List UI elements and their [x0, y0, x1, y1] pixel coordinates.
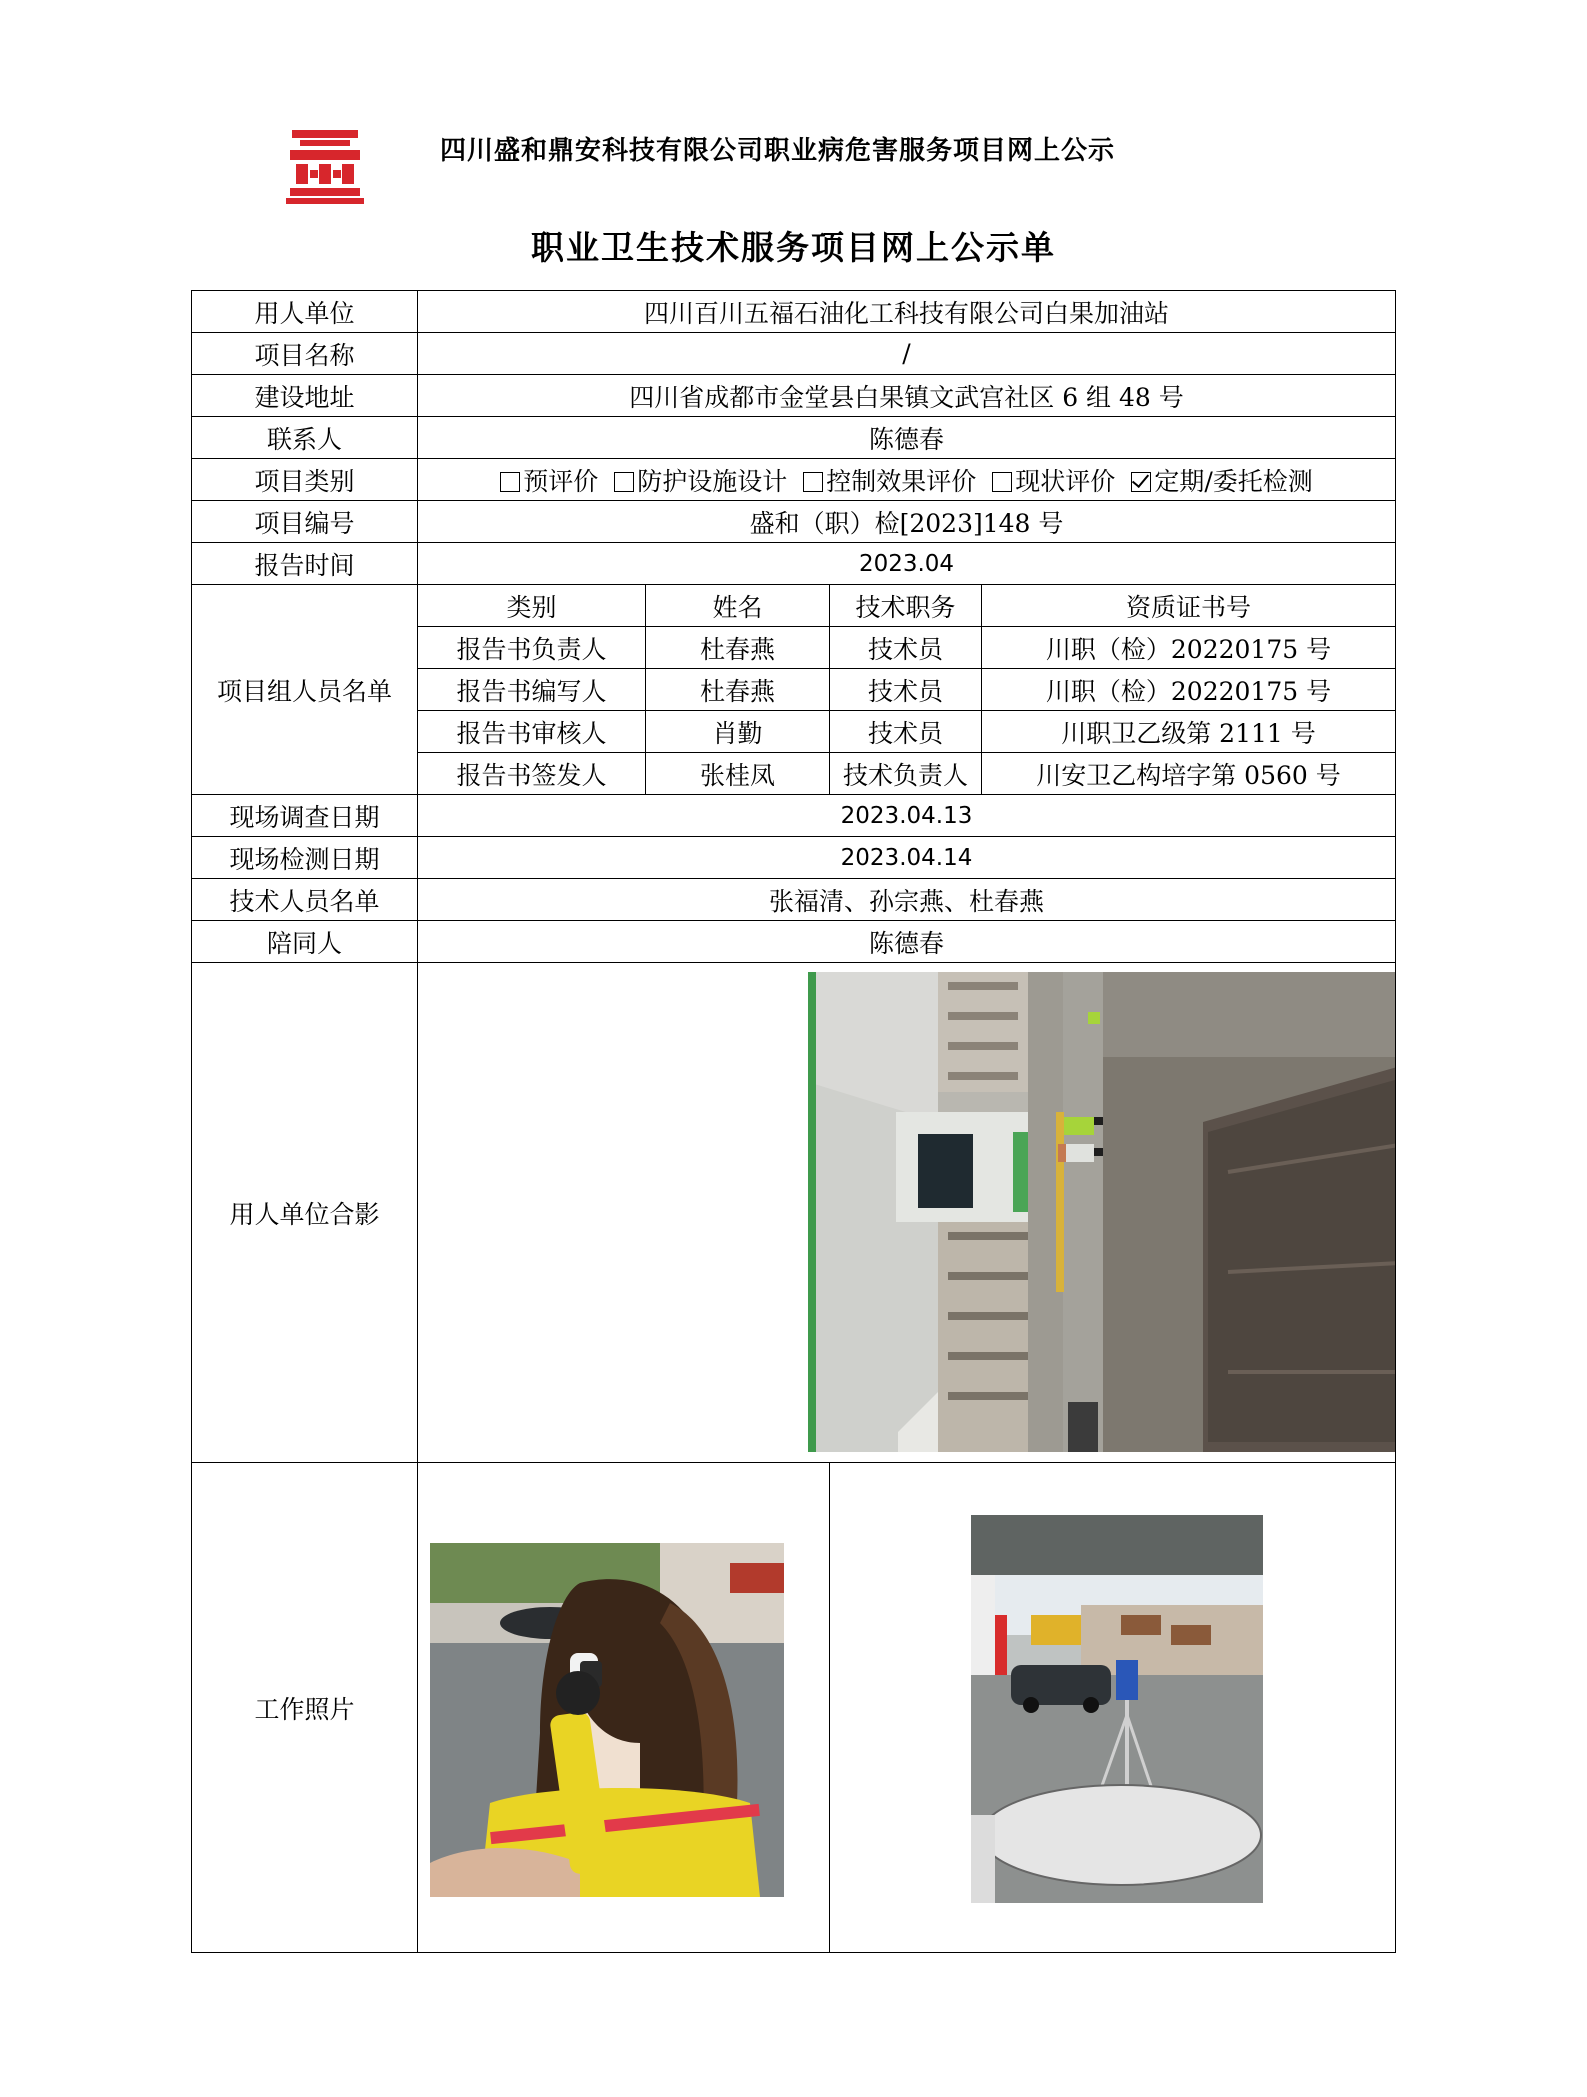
- row-employer: [192, 291, 1396, 333]
- member-cert: 川职（检）20220175 号: [982, 669, 1396, 711]
- value-address: 四川省成都市金堂县白果镇文武宫社区 6 组 48 号: [418, 375, 1396, 417]
- member-name: 杜春燕: [646, 627, 830, 669]
- member-role: 报告书签发人: [418, 753, 646, 795]
- option-protection-design[interactable]: 防护设施设计: [614, 467, 787, 496]
- value-test-date: 2023.04.14: [418, 837, 1396, 879]
- label-survey-date: 现场调查日期: [192, 795, 418, 837]
- row-escort: [192, 921, 1396, 963]
- member-title: 技术员: [830, 711, 982, 753]
- label-project-no: 项目编号: [192, 501, 418, 543]
- option-pre-evaluation[interactable]: 预评价: [500, 467, 598, 496]
- work-photo-cell-left: [418, 1463, 830, 1953]
- row-contact: [192, 417, 1396, 459]
- member-role: 报告书审核人: [418, 711, 646, 753]
- member-name: 杜春燕: [646, 669, 830, 711]
- row-work-photos: [192, 1463, 1396, 1953]
- option-status-evaluation[interactable]: 现状评价: [992, 467, 1115, 496]
- label-technicians: 技术人员名单: [192, 879, 418, 921]
- label-test-date: 现场检测日期: [192, 837, 418, 879]
- member-role: 报告书编写人: [418, 669, 646, 711]
- team-header-row: [192, 585, 1396, 627]
- checkbox-icon: [992, 472, 1012, 492]
- team-header-cert: 资质证书号: [982, 585, 1396, 627]
- work-photo-cell-right: [830, 1463, 1396, 1953]
- value-project-no: 盛和（职）检[2023]148 号: [418, 501, 1396, 543]
- value-employer: 四川百川五福石油化工科技有限公司白果加油站: [418, 291, 1396, 333]
- label-escort: 陪同人: [192, 921, 418, 963]
- label-work-photos: 工作照片: [192, 1463, 418, 1953]
- label-contact: 联系人: [192, 417, 418, 459]
- member-role: 报告书负责人: [418, 627, 646, 669]
- value-escort: 陈德春: [418, 921, 1396, 963]
- label-group-photo: 用人单位合影: [192, 963, 418, 1463]
- member-name: 张桂凤: [646, 753, 830, 795]
- checkbox-icon: [803, 472, 823, 492]
- member-title: 技术员: [830, 669, 982, 711]
- group-photo-cell: [418, 963, 1396, 1463]
- option-periodic-test[interactable]: 定期/委托检测: [1131, 467, 1312, 496]
- notice-table: [191, 290, 1396, 1953]
- category-options: [418, 459, 1396, 501]
- page-title: 职业卫生技术服务项目网上公示单: [531, 228, 1056, 267]
- team-header-title: 技术职务: [830, 585, 982, 627]
- work-photo-tripod: [971, 1515, 1263, 1903]
- company-logo: [286, 126, 364, 206]
- option-control-effect[interactable]: 控制效果评价: [803, 467, 976, 496]
- member-cert: 川职（检）20220175 号: [982, 627, 1396, 669]
- row-survey-date: [192, 795, 1396, 837]
- checkbox-icon: [614, 472, 634, 492]
- value-contact: 陈德春: [418, 417, 1396, 459]
- value-project-name: /: [418, 333, 1396, 375]
- label-report-time: 报告时间: [192, 543, 418, 585]
- team-header-category: 类别: [418, 585, 646, 627]
- row-group-photo: [192, 963, 1396, 1463]
- checked-checkbox-icon: [1131, 472, 1151, 492]
- group-photo: [808, 972, 1396, 1452]
- value-report-time: 2023.04: [418, 543, 1396, 585]
- member-cert: 川安卫乙构培字第 0560 号: [982, 753, 1396, 795]
- row-category: [192, 459, 1396, 501]
- label-address: 建设地址: [192, 375, 418, 417]
- member-name: 肖勤: [646, 711, 830, 753]
- row-report-time: [192, 543, 1396, 585]
- row-project-name: [192, 333, 1396, 375]
- work-photo-measurement: [430, 1543, 784, 1897]
- company-title: 四川盛和鼎安科技有限公司职业病危害服务项目网上公示: [440, 136, 1116, 166]
- value-technicians: 张福清、孙宗燕、杜春燕: [418, 879, 1396, 921]
- label-employer: 用人单位: [192, 291, 418, 333]
- checkbox-icon: [500, 472, 520, 492]
- member-title: 技术员: [830, 627, 982, 669]
- label-category: 项目类别: [192, 459, 418, 501]
- row-address: [192, 375, 1396, 417]
- member-title: 技术负责人: [830, 753, 982, 795]
- row-test-date: [192, 837, 1396, 879]
- team-header-name: 姓名: [646, 585, 830, 627]
- value-survey-date: 2023.04.13: [418, 795, 1396, 837]
- label-project-name: 项目名称: [192, 333, 418, 375]
- label-team: 项目组人员名单: [192, 585, 418, 795]
- row-project-no: [192, 501, 1396, 543]
- row-technicians: [192, 879, 1396, 921]
- member-cert: 川职卫乙级第 2111 号: [982, 711, 1396, 753]
